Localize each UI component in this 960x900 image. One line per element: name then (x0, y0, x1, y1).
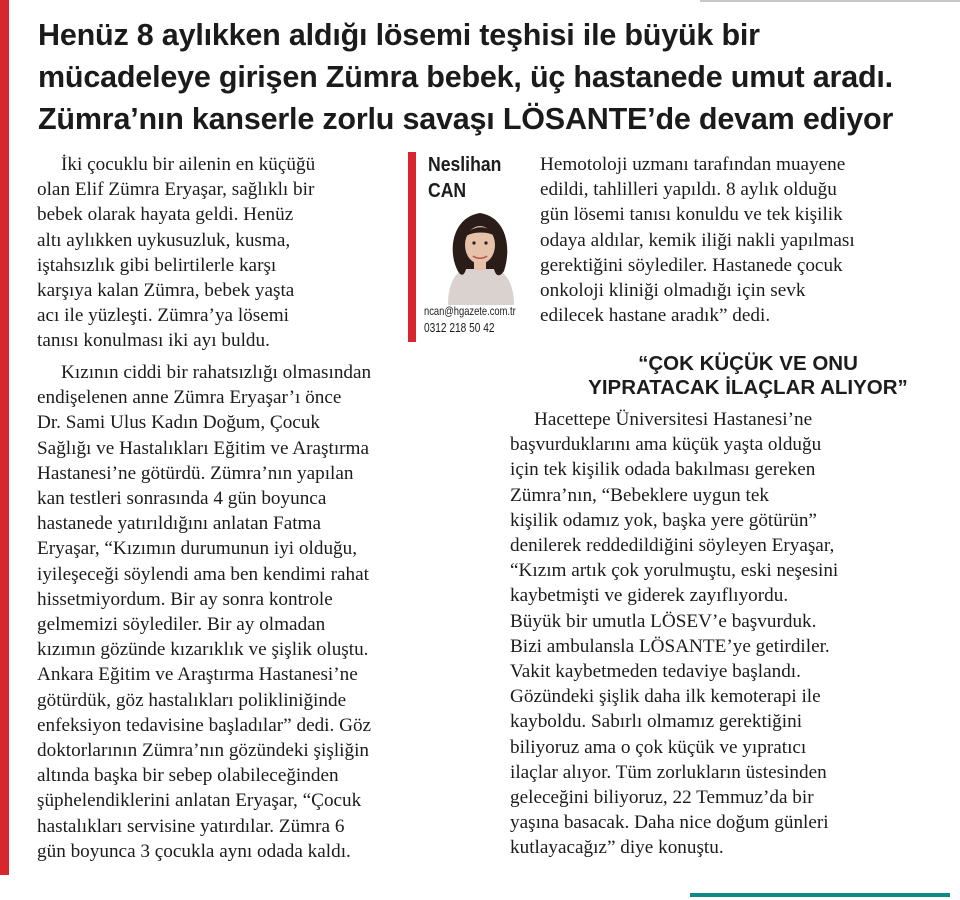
article-column-1-bottom (37, 360, 437, 864)
body-line: Zümra’nın, “Bebeklere uygun tek (510, 484, 769, 506)
body-line: altı aylıkken uykusuzluk, kusma, (37, 229, 291, 251)
body-line: acı ile yüzleşti. Zümra’ya lösemi (37, 305, 290, 327)
body-line: gün boyunca 3 çocukla aynı odada kaldı. (37, 840, 351, 862)
body-line: Gözündeki şişlik daha ilk kemoterapi ile (510, 686, 821, 708)
author-photo (430, 207, 530, 305)
body-line: bebek olarak hayata geldi. Henüz (37, 204, 294, 226)
body-line: götürdük, göz hastalıkları polikliniğinde (37, 689, 347, 711)
headline-line: Henüz 8 aylıkken aldığı lösemi teşhisi ile büyük bir (38, 18, 760, 52)
body-line: altında başka bir sebep olabileceğinden (37, 765, 339, 787)
body-line: yaşına basacak. Daha nice doğum günleri (510, 812, 829, 834)
author-box (408, 152, 540, 342)
body-line: denilerek reddedildiğini söyleyen Eryaşar, (510, 535, 835, 557)
body-line: İki çocuklu bir ailenin en küçüğü (61, 154, 316, 175)
body-line: Dr. Sami Ulus Kadın Doğum, Çocuk (37, 412, 321, 434)
body-line: doktorlarının Zümra’nın gözündeki şişliğin (37, 740, 369, 762)
body-line: onkoloji kliniği olmadığı için sevk (540, 280, 806, 302)
top-rule (700, 0, 960, 2)
body-line: “Kızım artık çok yorulmuştu, eski neşesini (510, 560, 839, 582)
body-line: hissetmiyordum. Bir ay sonra kontrole (37, 588, 333, 610)
headline-line: Zümra’nın kanserle zorlu savaşı LÖSANTE’de devam ediyor (38, 102, 894, 136)
subheading-line: “ÇOK KÜÇÜK VE ONU (638, 352, 858, 375)
body-line: olan Elif Zümra Eryaşar, sağlıklı bir (37, 179, 315, 201)
headline-line: mücadeleye girişen Zümra bebek, üç hastanede umut aradı. (38, 60, 893, 94)
body-line: hastanede yatırıldığını anlatan Fatma (37, 513, 321, 535)
body-line: kayboldu. Sabırlı olmamız gerektiğini (510, 711, 803, 733)
body-line: için tek kişilik odada bakılması gereken (510, 459, 816, 481)
body-line: kızımın gözünde kızarıklık ve şişlik oluştu. (37, 639, 369, 661)
body-line: geleceğini biliyoruz, 22 Temmuz’da bir (510, 787, 814, 809)
author-accent-bar (408, 152, 416, 342)
body-line: kutlayacağız” diye konuştu. (510, 837, 724, 859)
body-line: Hemotoloji uzmanı tarafından muayene (540, 154, 846, 175)
body-line: kaybetmişti ve giderek zayıflıyordu. (510, 585, 789, 607)
body-line: kan testleri sonrasında 4 gün boyunca (37, 488, 327, 510)
body-line: gerektiğini söylediler. Hastanede çocuk (540, 254, 843, 276)
body-line: Sağlığı ve Hastalıkları Eğitim ve Araştırma (37, 437, 369, 459)
body-line: edilecek hastane aradık” dedi. (540, 305, 771, 327)
body-line: edildi, tahlilleri yapıldı. 8 aylık olduğu (540, 179, 837, 201)
headline (38, 14, 953, 140)
body-line: karşıya kalan Zümra, bebek yaşta (37, 280, 295, 302)
body-line: Büyük bir umutla LÖSEV’e başvurduk. (510, 610, 817, 632)
article-column-3-top (540, 152, 960, 328)
author-first-name: Neslihan (428, 154, 502, 176)
author-email: ncan@hgazete.com.tr (424, 304, 516, 318)
body-line: Bizi ambulansla LÖSANTE’ye getirdiler. (510, 635, 830, 657)
body-line: gün lösemi tanısı konuldu ve tek kişilik (540, 204, 843, 226)
body-line: tanısı konulması iki ayı buldu. (37, 330, 270, 352)
body-line: ilaçlar alıyor. Tüm zorlukların üstesinden (510, 761, 827, 783)
body-line: başvurduklarını ama küçük yaşta olduğu (510, 434, 822, 456)
article-column-3-bottom (510, 407, 960, 861)
body-line: Ankara Eğitim ve Araştırma Hastanesi’ne (37, 664, 358, 686)
bottom-accent-rule (690, 893, 950, 897)
body-line: kişilik odamız yok, başka yere götürün” (510, 509, 817, 531)
body-line: endişelenen anne Zümra Eryaşar’ı önce (37, 387, 342, 409)
subheading-line: YIPRATACAK İLAÇLAR ALIYOR” (588, 376, 908, 399)
author-last-name: CAN (428, 180, 467, 202)
body-line: Kızının ciddi bir rahatsızlığı olmasından (61, 362, 372, 383)
body-line: biliyoruz ama o çok küçük ve yıpratıcı (510, 736, 807, 758)
body-line: Eryaşar, “Kızımın durumunun iyi olduğu, (37, 538, 358, 560)
body-line: Vakit kaybetmeden tedaviye başlandı. (510, 661, 801, 683)
body-line: iştahsızlık gibi belirtilerle karşı (37, 254, 277, 276)
body-line: hastalıkları servisine yatırdılar. Zümra 6 (37, 815, 345, 837)
body-line: gelmemizi söylediler. Bir ay olmadan (37, 614, 326, 636)
body-line: Hacettepe Üniversitesi Hastanesi’ne (534, 409, 813, 430)
body-line: enfeksiyon tedavisine başladılar” dedi. Göz (37, 714, 372, 736)
article-column-1-top (37, 152, 405, 354)
body-line: iyileşeceği söylendi ama ben kendimi rahat (37, 563, 369, 585)
body-line: Hastanesi’ne götürdü. Zümra’nın yapılan (37, 462, 354, 484)
body-line: şüphelendiklerini anlatan Eryaşar, “Çocuk (37, 790, 362, 812)
body-line: odaya aldılar, kemik iliği nakli yapılması (540, 229, 855, 251)
subheading (548, 352, 948, 400)
red-margin-bar (0, 0, 9, 875)
author-phone: 0312 218 50 42 (424, 320, 495, 335)
